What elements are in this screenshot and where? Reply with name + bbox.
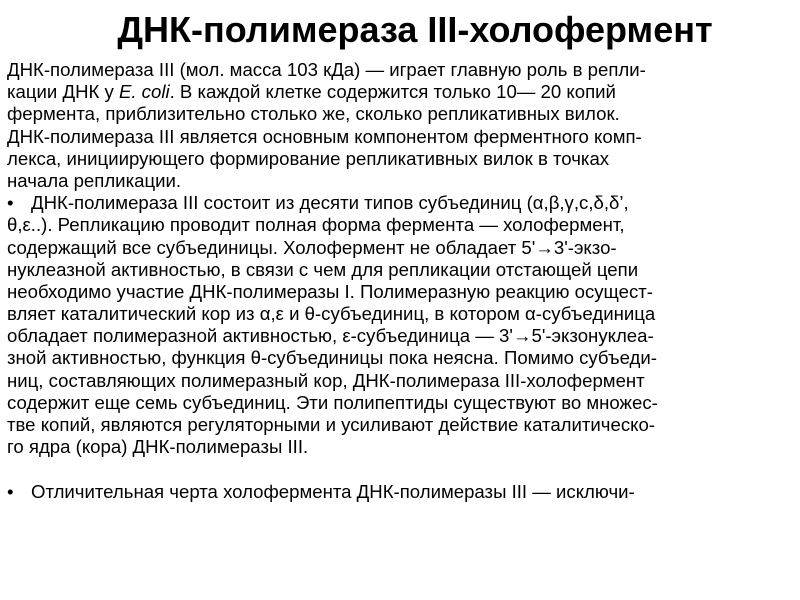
text-segment: кации ДНК у [7, 81, 119, 103]
blank-line [7, 458, 797, 480]
bullet-text: Отличительная черта холофермента ДНК-полимеразы III — исключи- [31, 480, 635, 502]
species-name: E. coli [118, 81, 170, 103]
bullet-line: содержащий все субъединицы. Холофермент не обладает 5'→3'-экзо- [7, 236, 617, 258]
text-segment: . В каждой клетке содержится только 10— 20 копий [169, 81, 616, 103]
bullet-line: обладает полимеразной активностью, ε-субъединица — 3'→5'-экзонуклеа- [7, 325, 654, 347]
bullet-line: зной активностью, функция θ-субъединицы пока неясна. Помимо субъеди- [7, 347, 657, 369]
bullet-line: ниц, составляющих полимеразный кор, ДНК-полимераза III-холофермент [7, 369, 645, 391]
paragraph-line: начала репликации. [7, 169, 182, 191]
paragraph-line: ДНК-полимераза III (мол. масса 103 кДа) — играет главную роль в репли- [7, 59, 646, 80]
bullet-line: θ,ε..). Репликацию проводит полная форма фермента — холофермент, [7, 214, 625, 236]
bullet-line: нуклеазной активностью, в связи с чем для репликации отстающей цепи [7, 258, 639, 280]
bullet-line: тве копий, являются регуляторными и усиливают действие каталитическо- [7, 414, 656, 435]
paragraph-line: лекса, инициирующего формирование репликативных вилок в точках [7, 147, 610, 169]
paragraph-line: ДНК-полимераза III является основным компонентом ферментного комп- [7, 125, 642, 147]
bullet-marker: • [7, 192, 14, 214]
bullet-line: го ядра (кора) ДНК-полимеразы III. [7, 436, 309, 458]
paragraph-line [7, 81, 797, 103]
bullet-text: ДНК-полимераза III состоит из десяти типов субъединиц (α,β,γ,c,δ,δ’, [31, 192, 629, 214]
bullet-line [7, 192, 797, 214]
bullet-line: вляет каталитический кор из α,ε и θ-субъединиц, в котором α-субъединица [7, 303, 656, 325]
bullet-line: необходимо участие ДНК-полимеразы I. Полимеразную реакцию осущест- [7, 280, 653, 302]
bullet-line: содержит еще семь субъединиц. Эти полипептиды существуют во множес- [7, 391, 658, 413]
paragraph-line: фермента, приблизительно столько же, сколько репликативных вилок. [7, 103, 620, 125]
slide-body [7, 59, 797, 503]
bullet-line [7, 481, 797, 503]
slide-title: ДНК-полимераза III-холофермент [117, 9, 713, 50]
bullet-marker: • [7, 480, 14, 502]
